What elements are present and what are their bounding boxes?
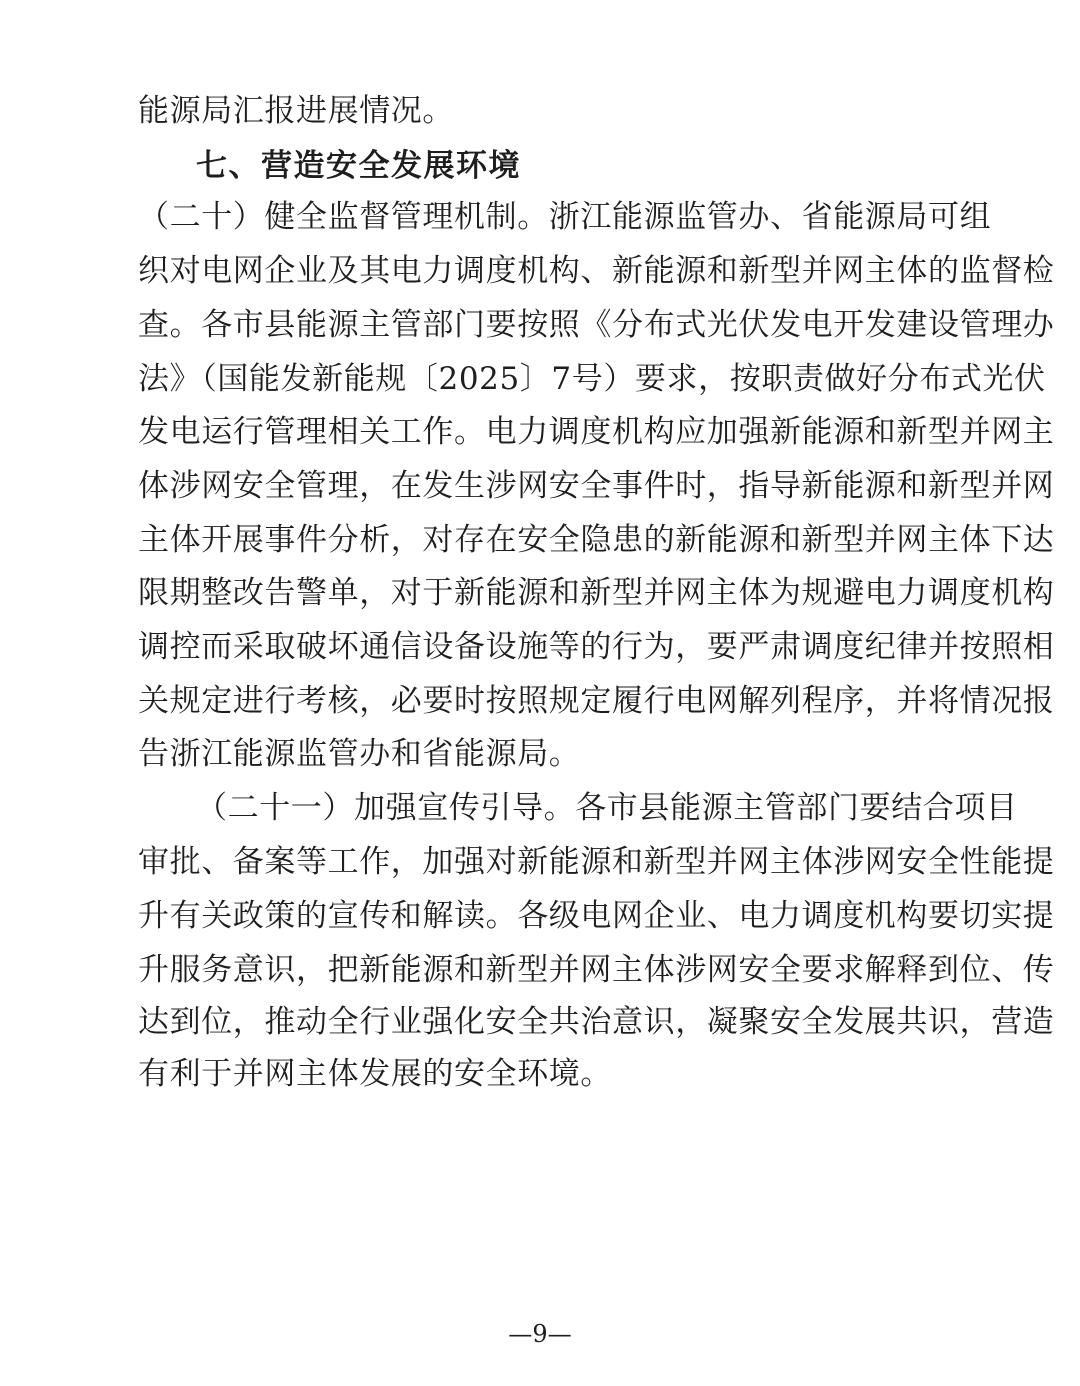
paragraph-line-9: 主体开展事件分析，对存在安全隐患的新能源和新型并网主体下达 (138, 522, 1055, 558)
paragraph-line-16: 升有关政策的宣传和解读。各级电网企业、电力调度机构要切实提 (138, 898, 1055, 934)
paragraph-line-13: 告浙江能源监管办和省能源局。 (138, 736, 581, 772)
paragraph-line-19: 有利于并网主体发展的安全环境。 (138, 1056, 612, 1092)
paragraph-line-17: 升服务意识，把新能源和新型并网主体涉网安全要求解释到位、传 (138, 952, 1055, 988)
paragraph-line-11: 调控而采取破坏通信设备设施等的行为，要严肃调度纪律并按照相 (138, 629, 1055, 665)
paragraph-line-14: （二十一）加强宣传引导。各市县能源主管部门要结合项目 (196, 790, 1018, 826)
paragraph-line-6: 法》（国能发新能规〔2025〕7号）要求，按职责做好分布式光伏 (138, 361, 1046, 397)
paragraph-line-4: 织对电网企业及其电力调度机构、新能源和新型并网主体的监督检 (138, 253, 1055, 289)
paragraph-line-8: 体涉网安全管理，在发生涉网安全事件时，指导新能源和新型并网 (138, 468, 1055, 504)
paragraph-line-1: 能源局汇报进展情况。 (138, 93, 454, 129)
paragraph-line-15: 审批、备案等工作，加强对新能源和新型并网主体涉网安全性能提 (138, 844, 1055, 880)
paragraph-line-10: 限期整改告警单，对于新能源和新型并网主体为规避电力调度机构 (138, 575, 1055, 611)
paragraph-line-5: 查。各市县能源主管部门要按照《分布式光伏发电开发建设管理办 (138, 307, 1055, 343)
paragraph-line-3: （二十）健全监督管理机制。浙江能源监管办、省能源局可组 (138, 199, 992, 235)
paragraph-line-12: 关规定进行考核，必要时按照规定履行电网解列程序，并将情况报 (138, 683, 1055, 719)
paragraph-line-18: 达到位，推动全行业强化安全共治意识，凝聚安全发展共识，营造 (138, 1004, 1055, 1040)
section-heading: 七、营造安全发展环境 (196, 148, 521, 184)
paragraph-line-7: 发电运行管理相关工作。电力调度机构应加强新能源和新型并网主 (138, 414, 1055, 450)
page-number: —9— (508, 1320, 572, 1348)
